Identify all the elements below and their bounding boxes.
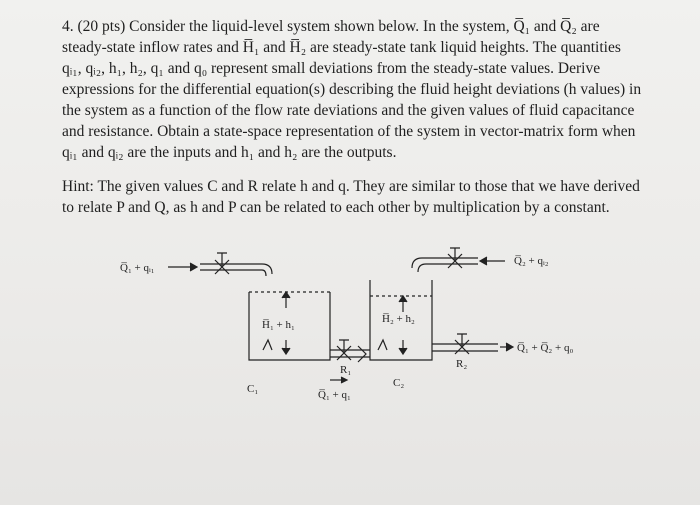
label-outflow: Q̅₁ + Q̅₂ + q₀ — [517, 342, 574, 354]
problem-line-1: 4. (20 pts) Consider the liquid-level system shown below. In the system, Q̅₁ and Q̅₂ are — [62, 18, 600, 35]
label-flow-between: Q̅₁ + q₁ — [318, 389, 351, 401]
hint-line-1: Hint: The given values C and R relate h and q. They are similar to those that we have derived — [62, 178, 640, 195]
problem-line-4: expressions for the differential equation(s) describing the fluid height deviations (h values) in — [62, 81, 642, 98]
label-c2: C₂ — [393, 377, 405, 389]
problem-line-3: qᵢ₁, qᵢ₂, h₁, h₂, q₁ and q₀ represent small deviations from the steady-state values. Derive — [62, 60, 601, 77]
label-inflow1: Q̅₁ + qᵢ₁ — [120, 262, 155, 274]
label-c1: C₁ — [247, 383, 259, 395]
inflow1-pipe — [200, 264, 272, 274]
problem-line-7: qᵢ₁ and qᵢ₂ are the inputs and h₁ and h₂ are the outputs. — [62, 144, 397, 161]
inflow2-pipe — [412, 258, 478, 272]
label-inflow2: Q̅₂ + qᵢ₂ — [514, 255, 549, 267]
label-r2: R₂ — [456, 358, 468, 370]
label-height1: H̅₁ + h₁ — [262, 319, 295, 331]
label-height2: H̅₂ + h₂ — [382, 313, 415, 325]
problem-line-5: the system as a function of the flow rate deviations and the given values of fluid capacitance — [62, 102, 635, 119]
problem-line-2: steady-state inflow rates and H̅₁ and H̅₂ are steady-state tank liquid heights. The quantities — [62, 39, 621, 56]
problem-line-6: and resistance. Obtain a state-space representation of the system in vector-matrix form when — [62, 123, 636, 140]
label-r1: R₁ — [340, 364, 352, 376]
hint-line-2: to relate P and Q, as h and P can be related to each other by multiplication by a constant. — [62, 199, 610, 216]
